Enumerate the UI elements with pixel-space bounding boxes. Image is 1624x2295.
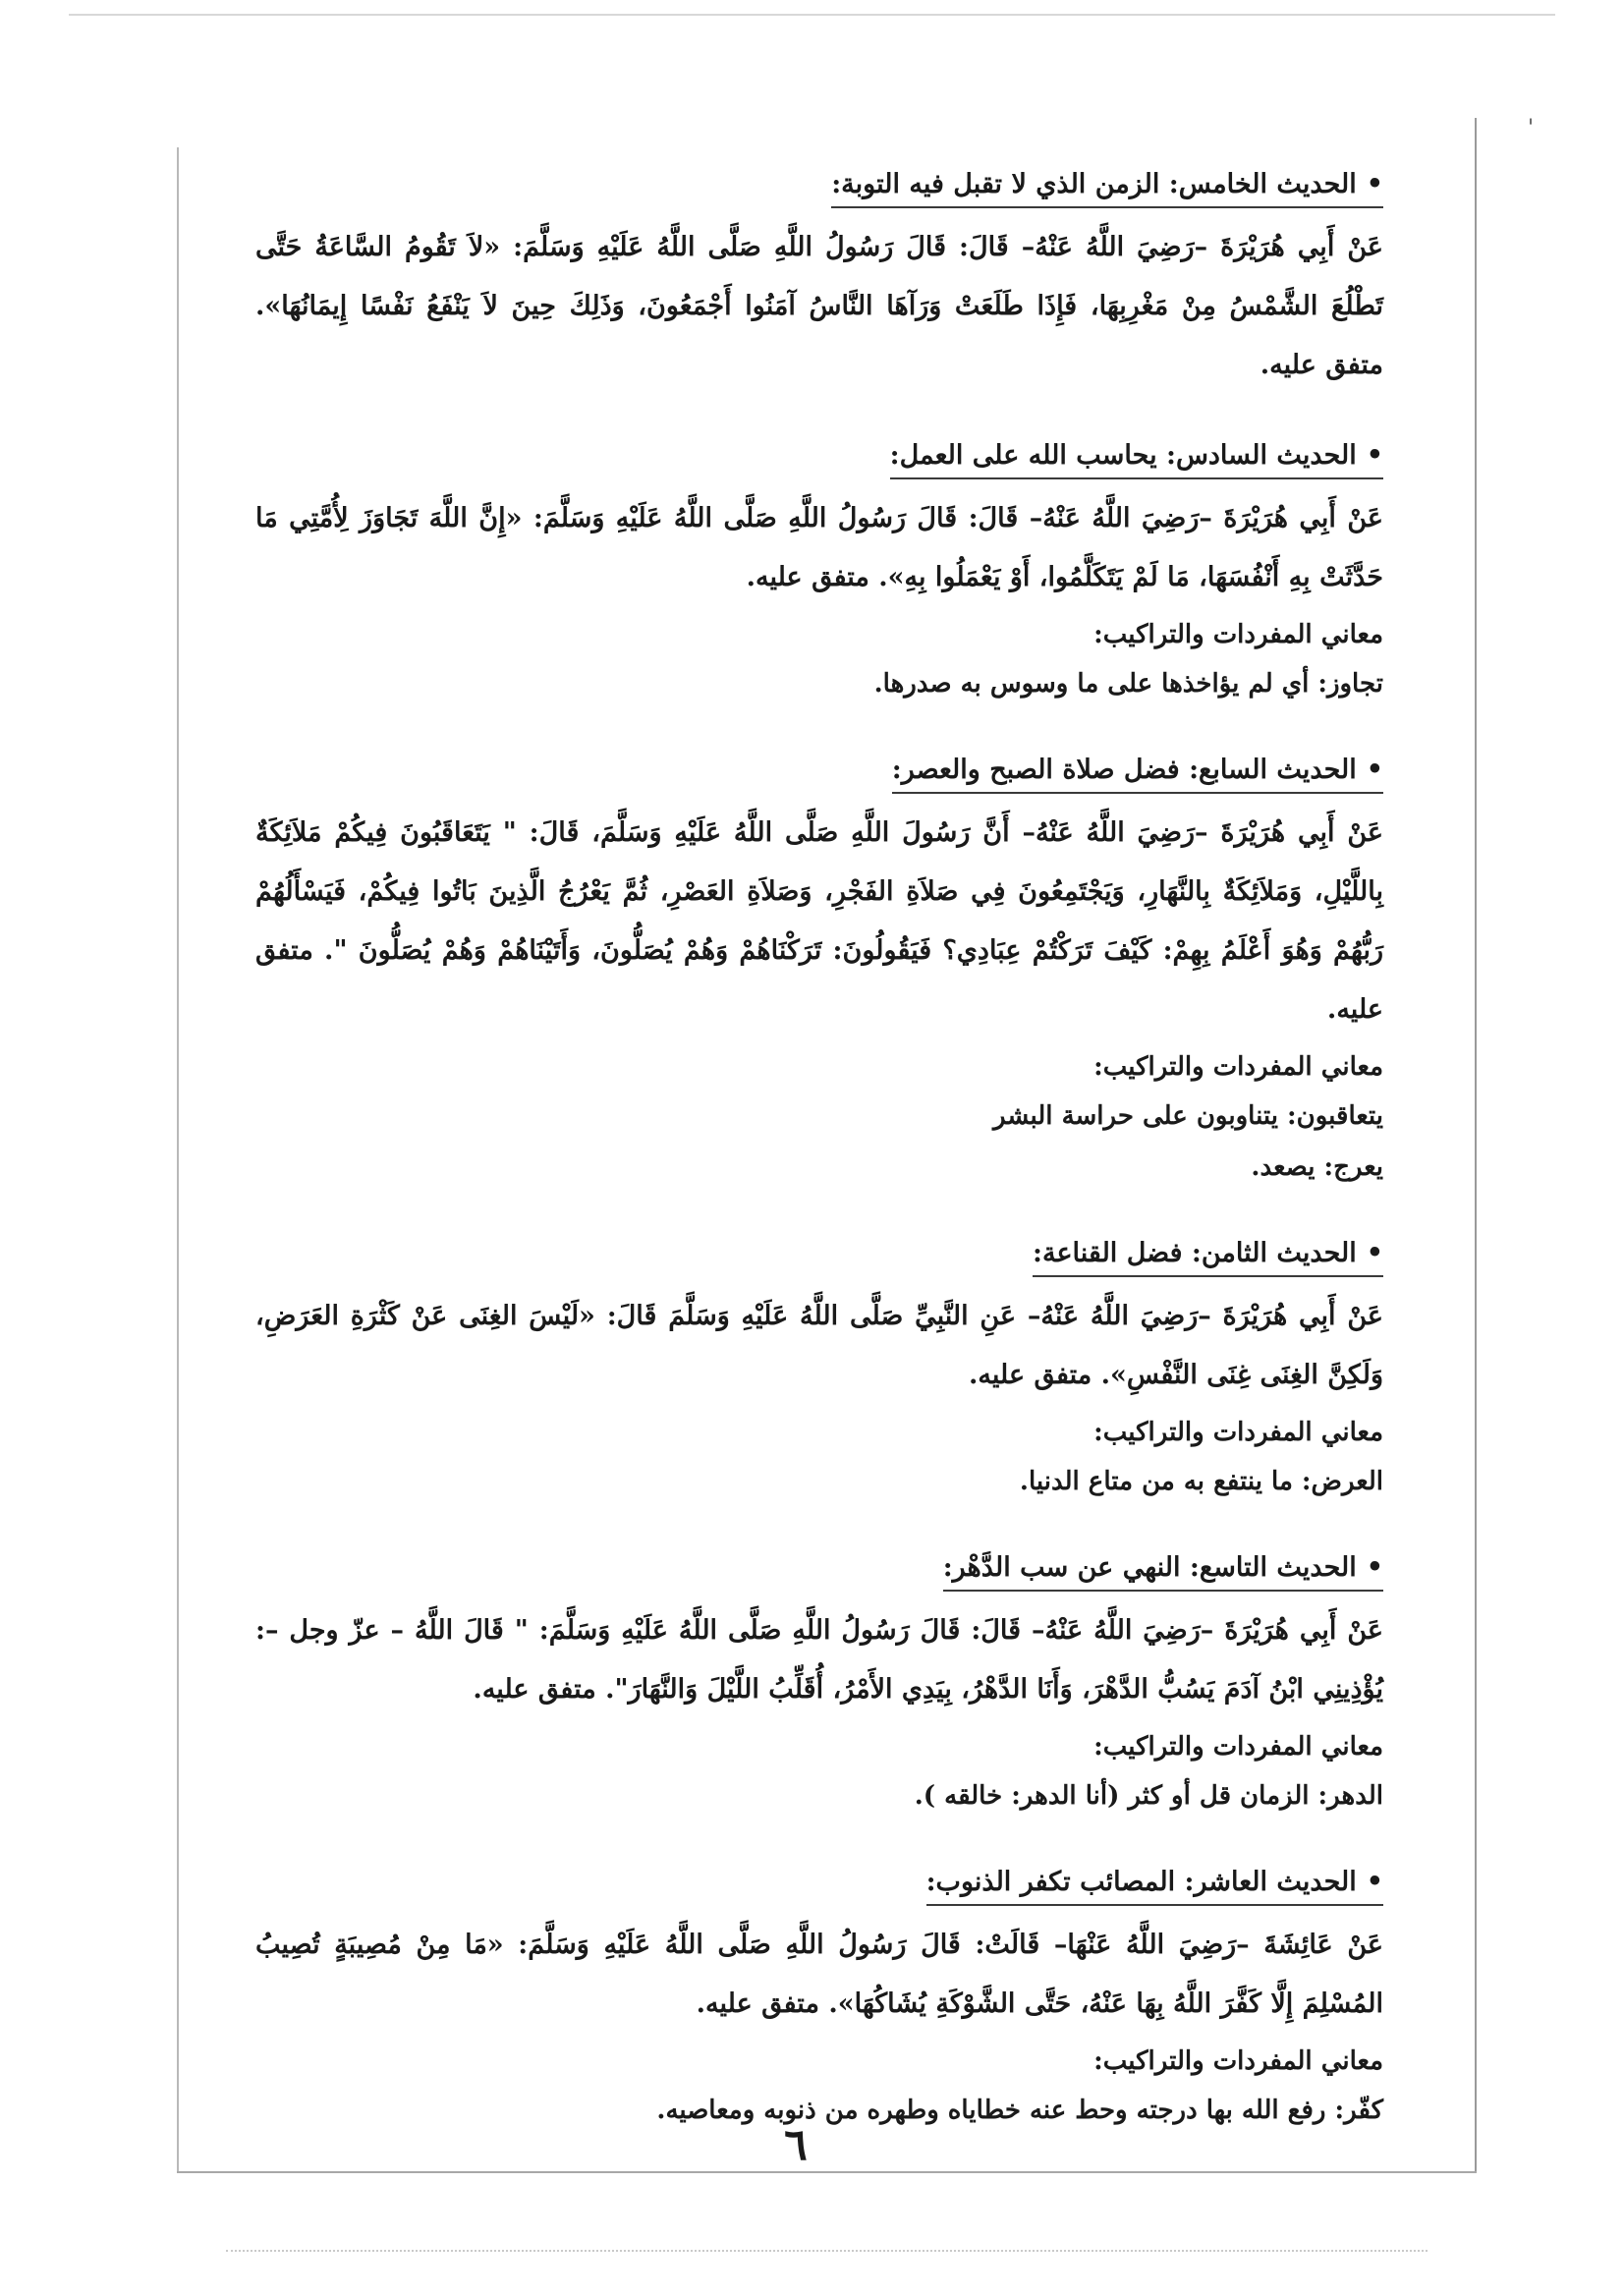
glossary-heading: معاني المفردات والتراكيب: xyxy=(1093,1052,1383,1082)
hadith-section-10 xyxy=(255,1865,1383,2136)
hadith-title: •الحديث التاسع: النهي عن سب الدَّهْر: xyxy=(943,1550,1383,1592)
hadith-text: عَنْ أَبِي هُرَيْرَةَ –رَضِيَ اللَّهُ عَنْهُ– قَالَ: قَالَ رَسُولُ اللَّهِ صَلَّى اللَّهُ عَلَيْهِ وَسَلَّمَ: «إِنَّ اللَّهَ تَجَاوَزَ لِأُمَّتِي مَا حَدَّثَتْ بِهِ أَنْفُسَهَا، مَا لَمْ يَتَكَلَّمُوا، أَوْ يَعْمَلُوا بِهِ». متفق عليه. xyxy=(255,503,1383,592)
hadith-section-9 xyxy=(255,1550,1383,1821)
glossary-heading: معاني المفردات والتراكيب: xyxy=(1093,1418,1383,1447)
bullet-icon: • xyxy=(1366,755,1383,785)
hadith-section-6 xyxy=(255,438,1383,709)
bullet-icon: • xyxy=(1366,440,1383,471)
hadith-section-8 xyxy=(255,1236,1383,1507)
hadith-title: •الحديث الخامس: الزمن الذي لا تقبل فيه التوبة: xyxy=(831,167,1383,208)
hadith-section-5 xyxy=(255,167,1383,395)
glossary-heading: معاني المفردات والتراكيب: xyxy=(1093,2046,1383,2076)
bullet-icon: • xyxy=(1366,169,1383,199)
hadith-title: •الحديث السادس: يحاسب الله على العمل: xyxy=(890,438,1383,479)
hadith-title: •الحديث الثامن: فضل القناعة: xyxy=(1033,1236,1383,1277)
page-number: ٦ xyxy=(784,2120,808,2170)
hadith-title: •الحديث السابع: فضل صلاة الصبح والعصر: xyxy=(892,753,1383,794)
top-border-line xyxy=(69,14,1555,16)
glossary-heading: معاني المفردات والتراكيب: xyxy=(1093,1732,1383,1762)
hadith-section-7 xyxy=(255,753,1383,1193)
glossary-item: العرض: ما ينتفع به من متاع الدنيا. xyxy=(1019,1467,1383,1496)
hadith-text: عَنْ عَائِشَةَ –رَضِيَ اللَّهُ عَنْهَا– قَالَتْ: قَالَ رَسُولُ اللَّهِ صَلَّى اللَّهُ عَلَيْهِ وَسَلَّمَ: «مَا مِنْ مُصِيبَةٍ تُصِيبُ المُسْلِمَ إِلَّا كَفَّرَ اللَّهُ بِهَا عَنْهُ، حَتَّى الشَّوْكَةِ يُشَاكُهَا». متفق عليه. xyxy=(255,1930,1383,2019)
bullet-icon: • xyxy=(1366,1552,1383,1583)
bullet-icon: • xyxy=(1366,1867,1383,1897)
hadith-title: •الحديث العاشر: المصائب تكفر الذنوب: xyxy=(926,1865,1383,1906)
margin-mark: ' xyxy=(1527,116,1534,140)
hadith-text: عَنْ أَبِي هُرَيْرَةَ –رَضِيَ اللَّهُ عَنْهُ– أَنَّ رَسُولَ اللَّهِ صَلَّى اللَّهُ عَلَيْهِ وَسَلَّمَ، قَالَ: " يَتَعَاقَبُونَ فِيكُمْ مَلاَئِكَةٌ بِاللَّيْلِ، وَمَلاَئِكَةٌ بِالنَّهَارِ، وَيَجْتَمِعُونَ فِي صَلاَةِ الفَجْرِ، وَصَلاَةِ العَصْرِ، ثُمَّ يَعْرُجُ الَّذِينَ بَاتُوا فِيكُمْ، فَيَسْأَلُهُمْ رَبُّهُمْ وَهُوَ أَعْلَمُ بِهِمْ: كَيْفَ تَرَكْتُمْ عِبَادِي؟ فَيَقُولُونَ: تَرَكْنَاهُمْ وَهُمْ يُصَلُّونَ، وَأَتَيْنَاهُمْ وَهُمْ يُصَلُّونَ ". متفق عليه. xyxy=(255,817,1383,1025)
glossary-heading: معاني المفردات والتراكيب: xyxy=(1093,620,1383,649)
left-border-line xyxy=(177,147,179,2171)
bullet-icon: • xyxy=(1366,1238,1383,1268)
glossary-item: يعرج: يصعد. xyxy=(1251,1152,1383,1182)
right-border-line xyxy=(1475,118,1477,2171)
glossary-item: كفّر: رفع الله بها درجته وحط عنه خطاياه وطهره من ذنوبه ومعاصيه. xyxy=(656,2096,1383,2125)
hadith-text: عَنْ أَبِي هُرَيْرَةَ –رَضِيَ اللَّهُ عَنْهُ– قَالَ: قَالَ رَسُولُ اللَّهِ صَلَّى اللَّهُ عَلَيْهِ وَسَلَّمَ: " قَالَ اللَّهُ – عزّ وجل –: يُؤْذِينِي ابْنُ آدَمَ يَسُبُّ الدَّهْرَ، وَأَنَا الدَّهْرُ، بِيَدِي الأَمْرُ، أُقَلِّبُ اللَّيْلَ وَالنَّهَارَ". متفق عليه. xyxy=(255,1615,1383,1705)
glossary-item: الدهر: الزمان قل أو كثر (أنا الدهر: خالقه ). xyxy=(914,1781,1383,1811)
hadith-text: عَنْ أَبِي هُرَيْرَةَ –رَضِيَ اللَّهُ عَنْهُ– عَنِ النَّبِيِّ صَلَّى اللَّهُ عَلَيْهِ وَسَلَّمَ قَالَ: «لَيْسَ الغِنَى عَنْ كَثْرَةِ العَرَضِ، وَلَكِنَّ الغِنَى غِنَى النَّفْسِ». متفق عليه. xyxy=(255,1301,1383,1390)
glossary-item: تجاوز: أي لم يؤاخذها على ما وسوس به صدرها. xyxy=(873,669,1383,699)
hadith-text: عَنْ أَبِي هُرَيْرَةَ –رَضِيَ اللَّهُ عَنْهُ– قَالَ: قَالَ رَسُولُ اللَّهِ صَلَّى اللَّهُ عَلَيْهِ وَسَلَّمَ: «لاَ تَقُومُ السَّاعَةُ حَتَّى تَطْلُعَ الشَّمْسُ مِنْ مَغْرِبِهَا، فَإِذَا طَلَعَتْ وَرَآهَا النَّاسُ آمَنُوا أَجْمَعُونَ، وَذَلِكَ حِينَ لاَ يَنْفَعُ نَفْسًا إِيمَانُهَا». متفق عليه. xyxy=(255,232,1383,380)
page-content xyxy=(255,167,1383,2179)
glossary-item: يتعاقبون: يتناوبون على حراسة البشر xyxy=(992,1101,1383,1131)
bottom-dotted-line xyxy=(226,2250,1428,2252)
